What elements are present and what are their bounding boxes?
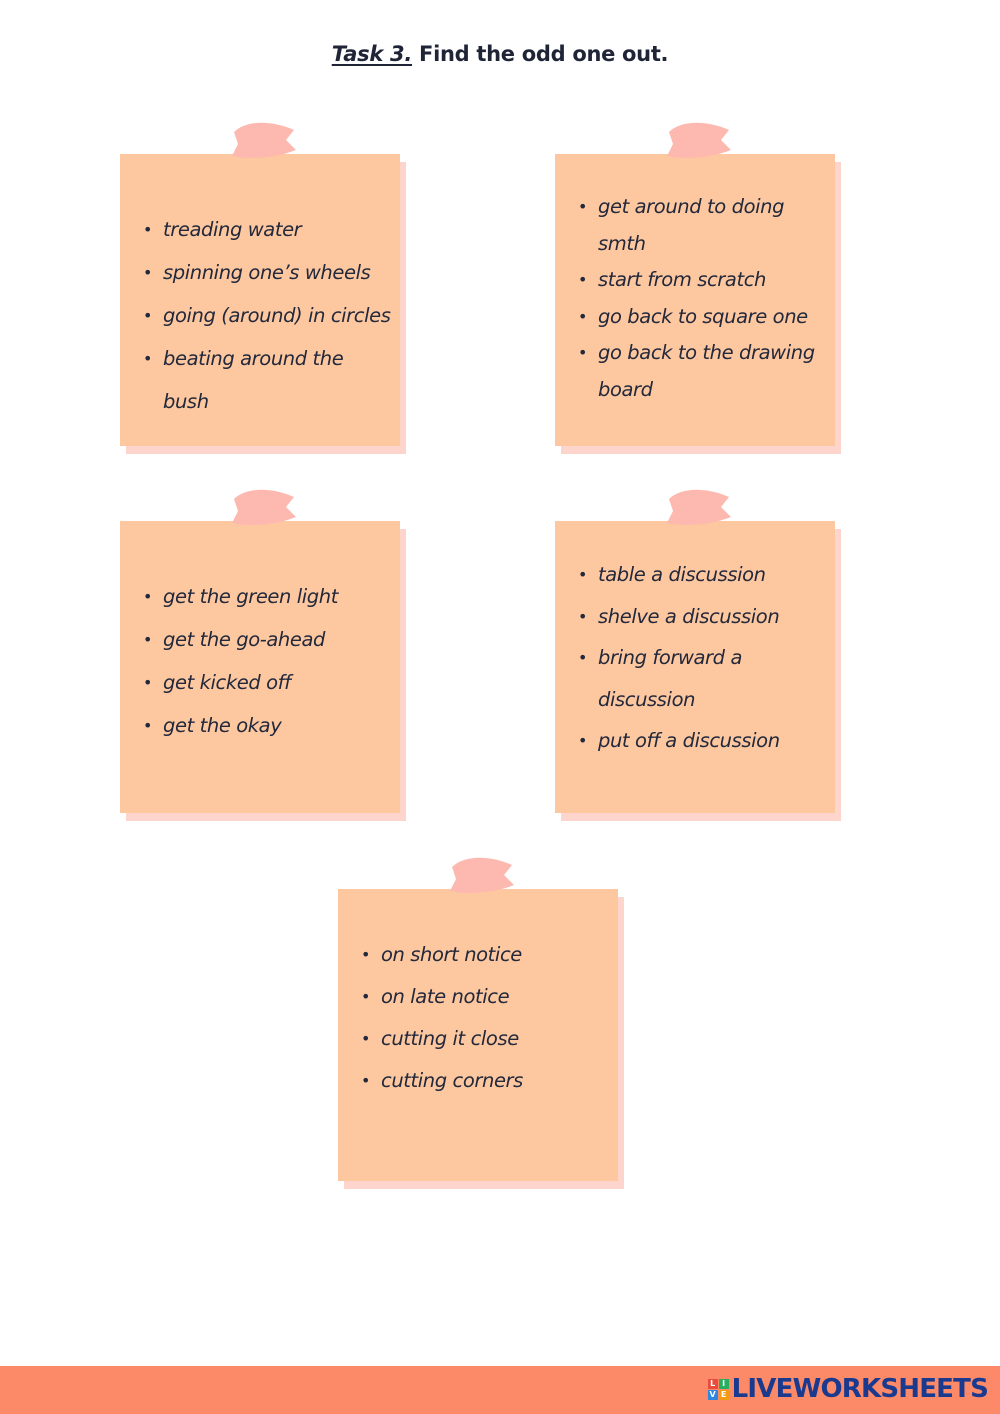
phrase-text: get the go-ahead	[163, 628, 325, 651]
liveworksheets-logo-icon	[708, 1379, 729, 1400]
bullet-icon: •	[578, 306, 588, 326]
bullet-icon: •	[361, 1029, 371, 1048]
list-item	[578, 262, 827, 299]
logo-tile: V	[709, 1389, 716, 1399]
bullet-icon: •	[361, 1071, 371, 1090]
list-item	[143, 618, 392, 661]
list-item	[143, 575, 392, 618]
sticky-note	[555, 521, 835, 813]
bullet-icon: •	[143, 630, 153, 649]
bullet-icon: •	[143, 716, 153, 735]
phrase-text: table a discussion	[598, 563, 766, 586]
sticky-note	[555, 154, 835, 446]
list-item	[578, 299, 827, 336]
bullet-icon: •	[578, 648, 588, 668]
phrase-text: cutting it close	[381, 1027, 519, 1050]
list-item	[143, 251, 392, 294]
phrase-list	[555, 189, 835, 408]
bullet-icon: •	[578, 731, 588, 751]
list-item	[143, 337, 392, 423]
tape-icon	[228, 122, 300, 166]
bullet-icon: •	[143, 673, 153, 692]
logo-tile: E	[719, 1390, 729, 1400]
bullet-icon: •	[578, 343, 588, 362]
phrase-text: put off a discussion	[598, 729, 780, 753]
list-item	[143, 208, 392, 251]
list-item	[143, 294, 392, 337]
list-item	[143, 661, 392, 704]
phrase-text: treading water	[163, 218, 302, 241]
bullet-icon: •	[578, 606, 588, 626]
phrase-text: on short notice	[381, 943, 522, 966]
phrase-text: going (around) in circles	[163, 304, 391, 327]
bullet-icon: •	[361, 987, 371, 1006]
bullet-icon: •	[143, 306, 153, 325]
phrase-text: cutting corners	[381, 1069, 523, 1092]
phrase-text: get kicked off	[163, 671, 291, 694]
phrase-text: on late notice	[381, 985, 510, 1008]
list-item	[578, 596, 827, 638]
sticky-note	[120, 154, 400, 446]
bullet-icon: •	[143, 220, 153, 239]
phrase-list	[120, 208, 400, 423]
list-item	[361, 1060, 610, 1102]
bullet-icon: •	[578, 565, 588, 584]
tape-icon	[228, 489, 300, 533]
phrase-text: spinning one’s wheels	[163, 261, 371, 284]
list-item	[578, 335, 827, 408]
footer-bar	[0, 1366, 1000, 1414]
phrase-text: start from scratch	[598, 268, 766, 291]
phrase-text: go back to square one	[598, 304, 808, 328]
brand-name: LIVEWORKSHEETS	[731, 1374, 988, 1404]
phrase-list	[120, 575, 400, 747]
phrase-text: bring forward a discussion	[598, 646, 743, 711]
page-title	[0, 42, 1000, 66]
sticky-note	[120, 521, 400, 813]
phrase-text: shelve a discussion	[598, 604, 780, 628]
logo-tile: L	[708, 1379, 718, 1389]
phrase-text: get around to doing smth	[598, 195, 785, 255]
sticky-note	[338, 889, 618, 1181]
list-item	[143, 704, 392, 747]
list-item	[361, 976, 610, 1018]
tape-icon	[446, 857, 518, 901]
bullet-icon: •	[578, 270, 588, 289]
task-instruction: Find the odd one out.	[419, 42, 669, 66]
bullet-icon: •	[578, 197, 588, 216]
list-item	[578, 637, 827, 720]
list-item	[361, 1018, 610, 1060]
task-label: Task 3.	[331, 42, 413, 66]
list-item	[578, 554, 827, 596]
logo-tile: I	[719, 1379, 729, 1389]
brand-logo[interactable]	[708, 1372, 988, 1406]
bullet-icon: •	[143, 349, 153, 368]
phrase-text: get the okay	[163, 714, 282, 737]
phrase-text: beating around the bush	[163, 347, 344, 413]
tape-icon	[663, 122, 735, 166]
list-item	[578, 720, 827, 762]
list-item	[361, 934, 610, 976]
phrase-list	[338, 934, 618, 1102]
tape-icon	[663, 489, 735, 533]
bullet-icon: •	[143, 587, 153, 606]
list-item	[578, 189, 827, 262]
phrase-text: get the green light	[163, 585, 338, 608]
phrase-text: go back to the drawing board	[598, 341, 815, 401]
phrase-list	[555, 554, 835, 762]
bullet-icon: •	[361, 945, 371, 964]
bullet-icon: •	[143, 263, 153, 282]
